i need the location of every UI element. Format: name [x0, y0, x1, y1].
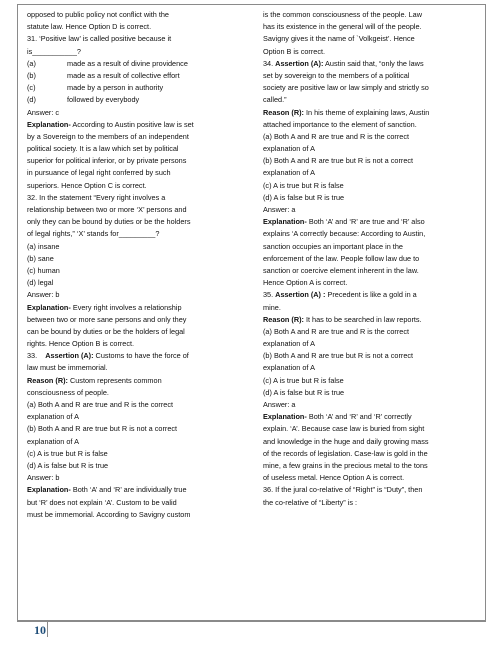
option-letter: (d)	[27, 95, 36, 105]
question-31: 31. ‘Positive law’ is called positive because it	[27, 34, 172, 44]
option-b: (b) Both A and R are true but R is not a correct	[263, 156, 414, 166]
explanation-text: Every right involves a relationship	[70, 302, 182, 312]
text-line: sanction occupies an important place in the	[263, 241, 403, 251]
text-line: the co-relative of “Liberty” is :	[263, 497, 358, 507]
footer-rule	[17, 621, 486, 622]
text-line: sanction or coercive element inherent in the law.	[263, 265, 419, 275]
explanation-label: Explanation-	[27, 119, 71, 129]
text-line: called.”	[263, 95, 287, 105]
reason	[263, 314, 487, 326]
explanation-text: Both ‘A’ and ‘R’ and ‘R’ correctly	[306, 412, 412, 422]
reason-label: Reason (R):	[27, 375, 68, 385]
text-line: society are positive law or law simply and strictly so	[263, 83, 429, 93]
explanation-label: Explanation-	[27, 485, 71, 495]
text-line: of useless metal. Hence Option A is correct.	[263, 473, 405, 483]
right-column	[263, 9, 487, 509]
text-line: relationship between two or more ‘X’ persons and	[27, 205, 187, 214]
question-number: 34.	[263, 58, 276, 68]
text-line: of legal rights,” ‘X’ stands for_________?	[27, 229, 160, 239]
page-number: 10	[34, 623, 46, 637]
option-text: followed by everybody	[67, 95, 140, 105]
question-number: 33.	[27, 351, 38, 361]
text-line: but ‘R’ does not explain ‘A’. Custom to be valid	[27, 497, 177, 507]
option-d: (d) legal	[27, 278, 54, 288]
text-line: explanation of A	[263, 144, 315, 154]
question-34	[263, 58, 487, 70]
option-b: (b) sane	[27, 253, 54, 263]
assertion-label: Assertion (A):	[275, 58, 324, 68]
question-number: 35.	[263, 290, 276, 300]
text-line: explain. ‘A’. Because case law is buried from sight	[263, 424, 425, 434]
option-letter: (a)	[27, 58, 36, 68]
option-c: (c) A is true but R is false	[263, 180, 344, 190]
explanation-text: Both ‘A’ and ‘R’ are individually true	[70, 485, 187, 495]
option-c: (c) human	[27, 265, 60, 275]
text-line: only they can be bound by duties or be the holders	[27, 217, 191, 227]
option-a: (a) insane	[27, 241, 60, 251]
assertion-label: Assertion (A):	[45, 351, 94, 361]
text-line: by a Sovereign to the members of an independent	[27, 131, 189, 141]
text-line: has its existence in the general will of the people.	[263, 22, 422, 32]
text-line: consciousness of people.	[27, 387, 109, 397]
option-text: made by a person in authority	[67, 83, 164, 93]
option-b: (b) Both A and R are true but R is not a correct	[27, 424, 178, 434]
option-a: (a) Both A and R are true and R is the correct	[263, 131, 410, 141]
text-line: and knowledge in the huge and daily growing mass	[263, 436, 429, 446]
answer: Answer: b	[27, 473, 60, 483]
text-line: explanation of A	[263, 339, 315, 349]
explanation	[263, 411, 487, 423]
assertion-text: Austin said that, “only the laws	[323, 58, 424, 68]
answer: Answer: a	[263, 205, 296, 214]
assertion-label: Assertion (A) :	[275, 290, 326, 300]
option-letter: (c)	[27, 83, 36, 93]
text-line: rights. Hence Option B is correct.	[27, 339, 135, 349]
text-line: explanation of A	[27, 436, 79, 446]
question-31-blank: is___________?	[27, 46, 81, 56]
option-c: (c) A is true but R is false	[263, 375, 344, 385]
text-line: in pursuance of legal right conferred by such	[27, 168, 171, 178]
option-b: (b) Both A and R are true but R is not a correct	[263, 351, 414, 361]
text-line: opposed to public policy not conflict with the	[27, 10, 169, 19]
text-line: explanation of A	[27, 412, 79, 422]
explanation-text: According to Austin positive law is set	[70, 119, 194, 129]
option-d: (d) A is false but R is true	[263, 192, 345, 202]
option-text: made as a result of divine providence	[67, 58, 188, 68]
option-d: (d) A is false but R is true	[263, 387, 345, 397]
option-d	[27, 94, 251, 106]
reason-label: Reason (R):	[263, 314, 304, 324]
text-line: superior for political inferior, or by private persons	[27, 156, 187, 166]
question-36: 36. If the jural co-relative of “Right” is “Duty”, then	[263, 485, 423, 495]
text-line: Hence Option A is correct.	[263, 278, 348, 288]
text-line: set by sovereign to the members of a political	[263, 70, 410, 80]
assertion-text: Customs to have the force of	[93, 351, 189, 361]
text-line: enforcement of the law. People follow law due to	[263, 253, 420, 263]
text-line: explanation of A	[263, 168, 315, 178]
option-text: made as a result of collective effort	[67, 70, 180, 80]
text-line: law must be immemorial.	[27, 363, 108, 373]
reason-text: It has to be searched in law reports.	[303, 314, 422, 324]
explanation	[27, 302, 251, 314]
answer: Answer: b	[27, 290, 60, 300]
option-a: (a) Both A and R are true and R is the correct	[263, 326, 410, 336]
reason-label: Reason (R):	[263, 107, 304, 117]
assertion-text: Precedent is like a gold in a	[325, 290, 417, 300]
text-line: superiors. Hence Option C is correct.	[27, 180, 147, 190]
text-line: political society. It is a law which set by political	[27, 144, 179, 154]
left-column	[27, 9, 251, 521]
reason-text: In his theme of explaining laws, Austin	[303, 107, 430, 117]
option-a: (a) Both A and R are true and R is the correct	[27, 400, 174, 409]
answer: Answer: a	[263, 400, 296, 409]
text-line: explanation of A	[263, 363, 315, 373]
explanation-label: Explanation-	[263, 412, 307, 422]
footer-divider	[47, 620, 48, 637]
text-line: of the records of legislation. Case-law is gold in the	[263, 448, 428, 458]
text-line: statute law. Hence Option D is correct.	[27, 22, 152, 32]
text-line: is the common consciousness of the people. Law	[263, 10, 422, 19]
text-line: explains ‘A correctly because: According to Austin,	[263, 229, 426, 239]
text-line: Savigny gives it the name of `Volkgeist’. Hence	[263, 34, 415, 44]
text-line: between two or more sane persons and only they	[27, 314, 187, 324]
reason	[27, 375, 251, 387]
reason-text: Custom represents common	[67, 375, 162, 385]
text-line: mine.	[263, 302, 281, 312]
text-line: attached importance to the element of sanction.	[263, 119, 417, 129]
explanation	[27, 119, 251, 131]
text-line: can be bound by duties or be the holders of legal	[27, 326, 185, 336]
question-33	[27, 350, 251, 362]
option-letter: (b)	[27, 70, 36, 80]
explanation	[263, 216, 487, 228]
option-c	[27, 82, 251, 94]
option-a	[27, 58, 251, 70]
explanation	[27, 484, 251, 496]
option-c: (c) A is true but R is false	[27, 448, 108, 458]
text-line: must be immemorial. According to Savigny custom	[27, 509, 191, 519]
explanation-label: Explanation-	[263, 217, 307, 227]
text-line: Option B is correct.	[263, 46, 326, 56]
question-35	[263, 289, 487, 301]
text-line: mine, a few grains in the precious metal to the tons	[263, 460, 428, 470]
explanation-text: Both ‘A’ and ‘R’ are true and ‘R’ also	[306, 217, 425, 227]
option-d: (d) A is false but R is true	[27, 460, 109, 470]
reason	[263, 107, 487, 119]
option-b	[27, 70, 251, 82]
explanation-label: Explanation-	[27, 302, 71, 312]
answer: Answer: c	[27, 107, 60, 117]
question-32: 32. In the statement “Every right involves a	[27, 192, 166, 202]
